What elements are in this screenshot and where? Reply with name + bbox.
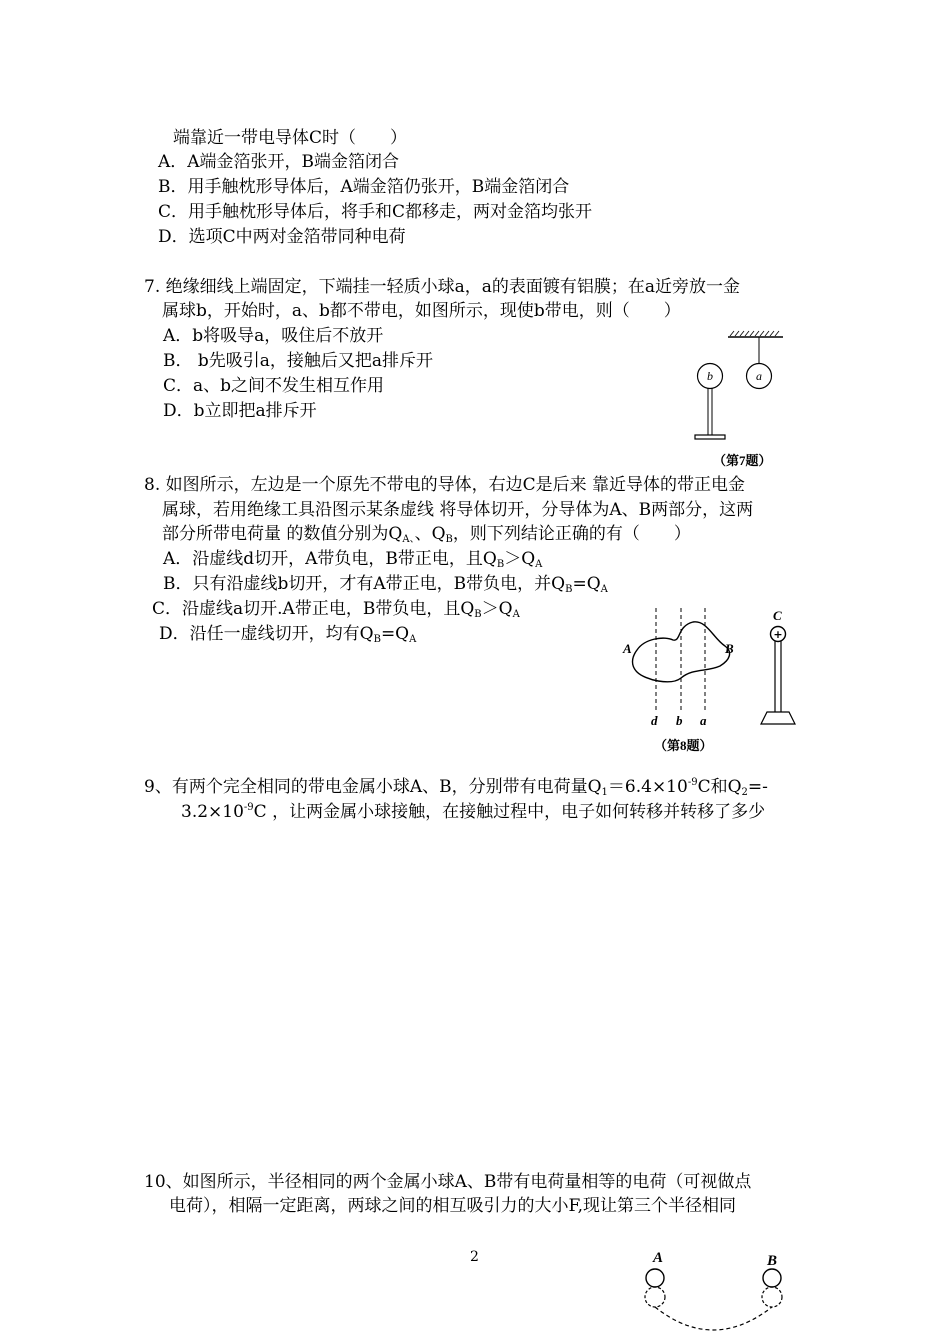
q8-stem-line1: 8. 如图所示，左边是一个原先不带电的导体，右边C是后来 靠近导体的带正电金 (144, 475, 746, 495)
page-number: 2 (470, 1249, 479, 1265)
q7-figure-caption: （第7题） (713, 453, 772, 468)
q10-stem-line2: 电荷），相隔一定距离，两球之间的相互吸引力的大小F,现让第三个半径相同 (169, 1196, 737, 1216)
label-a: a (700, 713, 707, 728)
q7-option-c: C．a、b之间不发生相互作用 (163, 376, 385, 396)
q10-figure (635, 1245, 795, 1337)
label-d: d (651, 713, 658, 728)
q8-option-a: A．沿虚线d切开，A带负电，B带正电，且$Q_B>Q_A$ (163, 549, 543, 570)
q6-stem-tail: 端靠近一带电导体C时（ ） (173, 128, 408, 148)
label-A: A (623, 641, 632, 656)
q7-stem-line1: 7. 绝缘细线上端固定，下端挂一轻质小球a，a的表面镀有铝膜；在a近旁放一金 (144, 277, 741, 297)
q9-stem-line1: 9、有两个完全相同的带电金属小球A、B，分别带有电荷量$Q_1=6.4\times 10^{-9}C$和$Q_2=-$ (144, 777, 768, 798)
ball-A (646, 1269, 664, 1287)
q6-option-b: B．用手触枕形导体后，A端金箔仍张开，B端金箔闭合 (158, 177, 570, 197)
q7-option-b: B． b先吸引a，接触后又把a排斥开 (163, 351, 434, 371)
q6-option-a: A．A端金箔张开，B端金箔闭合 (158, 152, 400, 172)
label-b: b (676, 713, 683, 728)
label-B: B (767, 1253, 778, 1269)
q7-option-d: D．b立即把a排斥开 (163, 401, 317, 421)
q8-option-b: B．只有沿虚线b切开，才有A带正电，B带负电，并$Q_B=Q_A$ (163, 574, 608, 595)
ball-B (763, 1269, 781, 1287)
q7-stem-line2: 属球b，开始时，a、b都不带电，如图所示，现使b带电，则（ ） (162, 301, 681, 321)
ball-b-label: b (707, 369, 713, 383)
ball-a-label: a (756, 369, 762, 383)
q7-figure (685, 330, 785, 445)
q6-option-c: C．用手触枕形导体后，将手和C都移走，两对金箔均张开 (158, 202, 593, 222)
q6-option-d: D．选项C中两对金箔带同种电荷 (158, 227, 406, 247)
q8-figure-caption: （第8题） (654, 738, 713, 753)
label-B: B (725, 641, 734, 656)
label-A: A (653, 1250, 664, 1266)
q8-figure (615, 608, 800, 733)
plus-sign: + (773, 628, 783, 641)
q8-stem-line3: 部分所带电荷量 的数值分别为$Q_{A、}$、$Q_B$，则下列结论正确的有（ ） (162, 524, 691, 545)
q10-stem-line1: 10、如图所示，半径相同的两个金属小球A、B带有电荷量相等的电荷（可视做点 (144, 1172, 752, 1192)
q7-option-a: A．b将吸导a，吸住后不放开 (163, 326, 384, 346)
q9-stem-line2: $3.2\times 10^{-9}C$ ，让两金属小球接触，在接触过程中，电子如何转移并转移了多少 (181, 802, 766, 822)
q8-option-c: C．沿虚线a切开.A带正电，B带负电，且$Q_B>Q_A$ (152, 599, 520, 620)
label-C: C (773, 608, 782, 623)
q8-stem-line2: 属球，若用绝缘工具沿图示某条虚线 将导体切开，分导体为A、B两部分，这两 (162, 500, 754, 520)
q8-option-d: D．沿任一虚线切开，均有$Q_B=Q_A$ (159, 624, 417, 645)
